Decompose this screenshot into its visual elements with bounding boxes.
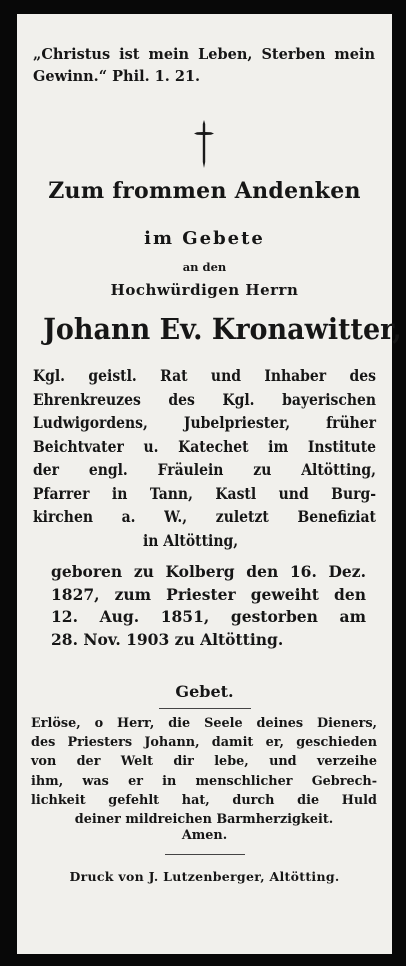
deceased-name: Johann Ev. Kronawitter,: [43, 312, 402, 346]
dates-line: 12. Aug. 1851, gestorben am: [51, 607, 366, 626]
prayer-line: im Gebete: [144, 228, 265, 249]
life-dates: [51, 561, 366, 651]
headline: Zum frommen Andenken: [48, 178, 361, 204]
printer-credit: Druck von J. Lutzenberger, Altötting.: [69, 869, 340, 884]
motto: [33, 44, 375, 88]
dates-line: 1827, zum Priester geweiht den: [51, 584, 366, 604]
prayer-line: des Priesters Johann, damit er, geschieden: [31, 735, 377, 751]
bio-line: Ehrenkreuzes des Kgl. bayerischen: [33, 389, 376, 409]
amen: Amen.: [181, 828, 228, 843]
bio-line-last: in Altötting,: [143, 530, 239, 550]
cross-icon: [191, 118, 217, 170]
memorial-card: [17, 14, 402, 954]
prayer-line: ihm, was er in menschlicher Gebrech-: [31, 773, 377, 789]
biography: [33, 364, 376, 552]
prayer-line: von der Welt dir lebe, und verzeihe: [31, 754, 377, 770]
motto-line-2: Gewinn.“ Phil. 1. 21.: [33, 68, 201, 85]
prayer-heading: Gebet.: [175, 682, 234, 701]
bio-line: der engl. Fräulein zu Altötting,: [33, 460, 376, 479]
dates-line-last: 28. Nov. 1903 zu Altötting.: [51, 629, 284, 649]
prayer-text: [31, 714, 377, 829]
dates-line: geboren zu Kolberg den 16. Dez.: [51, 562, 366, 581]
bio-line: Pfarrer in Tann, Kastl und Burg-: [33, 483, 376, 503]
bio-line: Beichtvater u. Katechet im Institute: [33, 436, 376, 456]
prayer-line-last: deiner mildreichen Barmherzigkeit.: [74, 812, 334, 828]
honorific-title: Hochwürdigen Herrn: [110, 281, 299, 299]
an-den: an den: [182, 260, 227, 274]
divider: [165, 854, 245, 855]
motto-line-1: „Christus ist mein Leben, Sterben mein: [33, 46, 375, 63]
prayer-line: lichkeit gefehlt hat, durch die Huld: [31, 792, 377, 808]
divider: [159, 708, 251, 709]
prayer-line: Erlöse, o Herr, die Seele deines Dieners,: [31, 716, 377, 731]
bio-line: kirchen a. W., zuletzt Benefiziat: [33, 507, 376, 526]
bio-line: Ludwigordens, Jubelpriester, früher: [33, 413, 376, 432]
bio-line: Kgl. geistl. Rat und Inhaber des: [33, 366, 376, 385]
